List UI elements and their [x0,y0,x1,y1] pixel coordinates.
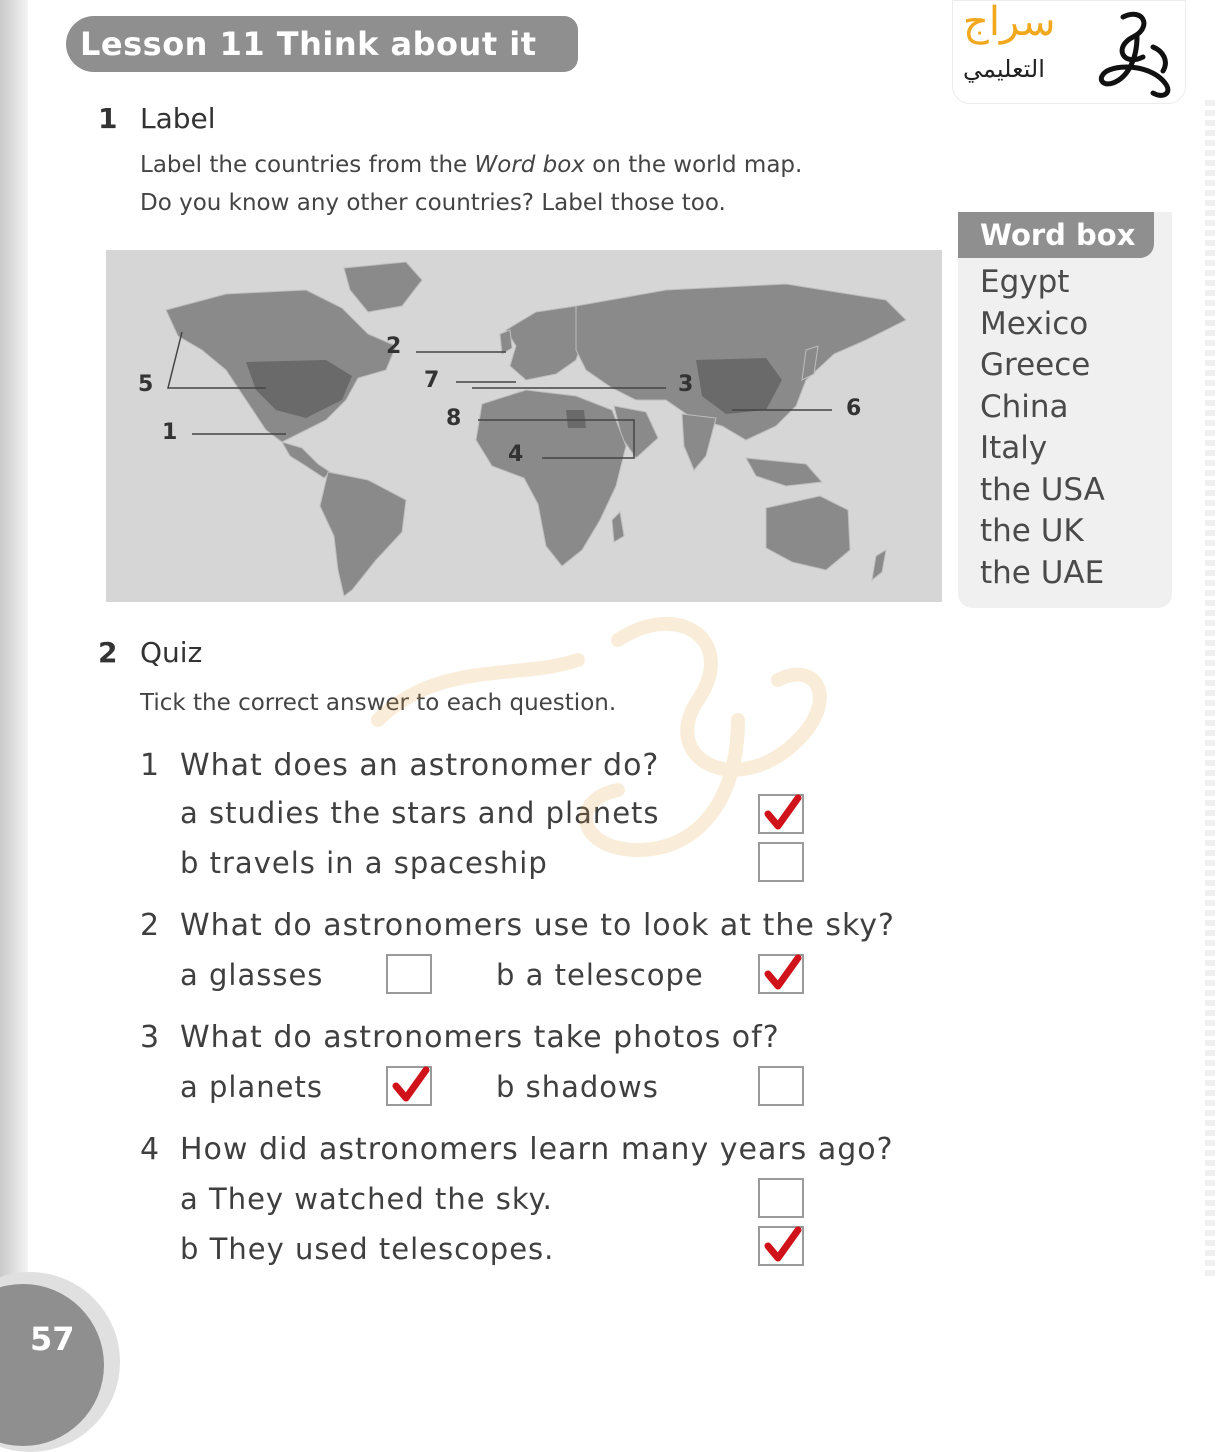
instruction-text-b: on the world map. [584,152,803,178]
section1-instruction-line2: Do you know any other countries? Label those too. [140,190,726,216]
question-text: How did astronomers learn many years ago? [180,1132,894,1167]
instruction-text-a: Label the countries from the [140,152,475,178]
word-box-item: Egypt [980,264,1070,300]
question-text: What do astronomers take photos of? [180,1020,780,1055]
answer-option: a glasses [180,958,324,992]
section1-number: 1 [98,102,118,135]
map-label-4: 4 [508,442,524,467]
calligraphy-logo-icon [1093,7,1181,101]
answer-option: a They watched the sky. [180,1182,553,1216]
watermark-logo-icon [318,600,898,870]
check-mark-icon [392,1066,430,1102]
section1-instruction [140,152,802,178]
map-label-7: 7 [424,368,440,393]
answer-checkbox[interactable] [758,1178,804,1218]
word-box-item: Greece [980,347,1091,383]
page-number: 57 [30,1320,75,1358]
question-number: 1 [140,748,161,783]
section2-instruction: Tick the correct answer to each question. [140,690,617,716]
answer-option: b They used telescopes. [180,1232,555,1266]
map-label-1: 1 [162,420,178,445]
answer-checkbox[interactable] [386,1066,432,1106]
answer-option: a planets [180,1070,323,1104]
word-box-item: Italy [980,430,1048,466]
map-label-3: 3 [678,372,694,397]
map-label-8: 8 [446,406,462,431]
answer-checkbox[interactable] [758,1226,804,1266]
word-box-item: the UK [980,513,1084,549]
check-mark-icon [764,1226,802,1262]
world-map-graphic [106,250,942,602]
answer-checkbox[interactable] [758,954,804,994]
instruction-italic: Word box [474,152,585,178]
answer-option: b travels in a spaceship [180,846,548,880]
map-label-5: 5 [138,372,154,397]
word-box-item: Mexico [980,306,1089,342]
section2-title: Quiz [140,636,203,669]
word-box-item: the UAE [980,555,1105,591]
world-map [106,250,942,602]
answer-checkbox[interactable] [386,954,432,994]
question-text: What do astronomers use to look at the sky? [180,908,895,943]
publisher-logo [952,0,1186,104]
answer-option: b a telescope [496,958,704,992]
section1-title: Label [140,102,216,135]
question-number: 3 [140,1020,161,1055]
answer-checkbox[interactable] [758,1066,804,1106]
answer-option: a studies the stars and planets [180,796,660,830]
word-box-item: China [980,389,1069,425]
word-box [958,212,1172,608]
question-number: 4 [140,1132,161,1167]
question-text: What does an astronomer do? [180,748,660,783]
word-box-item: the USA [980,472,1105,508]
lesson-title-banner: Lesson 11 Think about it [66,16,578,72]
logo-text-sub: التعليمي [963,55,1045,83]
logo-text-main: سراج [963,0,1056,45]
page-margin-text-strip [1205,100,1215,1280]
word-box-title: Word box [958,212,1154,258]
check-mark-icon [764,954,802,990]
map-label-6: 6 [846,396,862,421]
question-number: 2 [140,908,161,943]
map-label-2: 2 [386,334,402,359]
answer-option: b shadows [496,1070,659,1104]
page-edge-shadow [0,0,28,1386]
section2-number: 2 [98,636,118,669]
